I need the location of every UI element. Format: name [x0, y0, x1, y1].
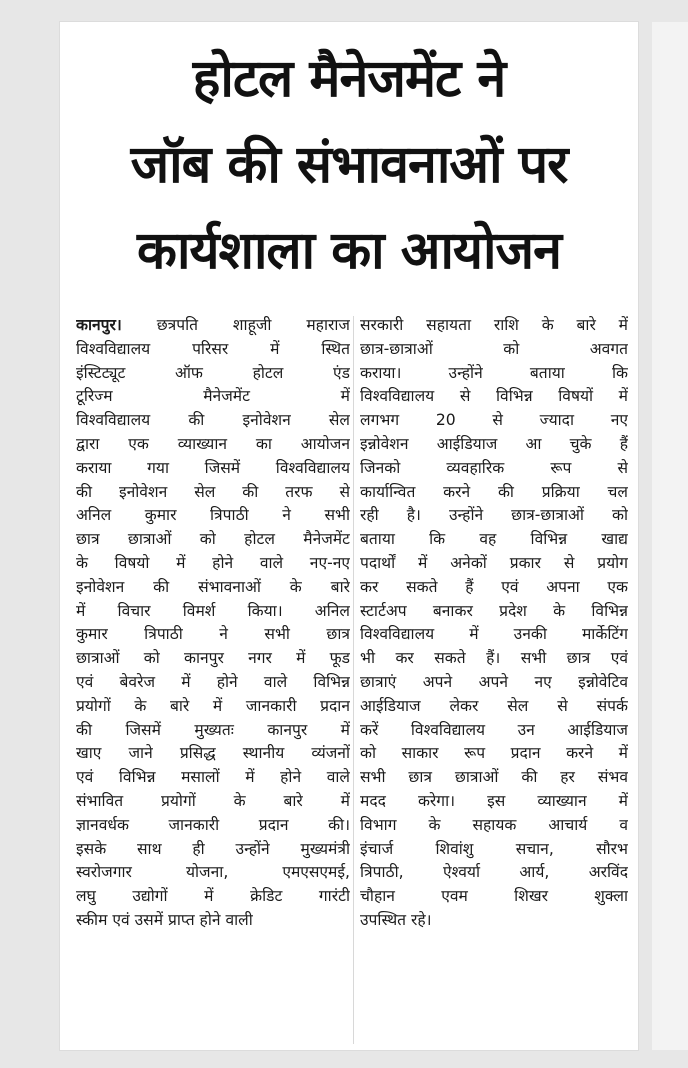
article-headline [60, 22, 638, 294]
article-line [360, 814, 628, 838]
article-line [76, 861, 350, 885]
article-line-text: छात्र छात्राओं को होटल मैनेजमेंट [76, 530, 350, 549]
article-line [76, 766, 350, 790]
article-line-text: कुमार त्रिपाठी ने सभी छात्र [76, 625, 350, 644]
article-line [360, 790, 628, 814]
article-line [76, 909, 350, 933]
article-line [76, 695, 350, 719]
article-line-text: के विषयो में होने वाले नए-नए [76, 553, 350, 572]
article-line [76, 481, 350, 505]
article-line-text: त्रिपाठी, ऐश्वर्या आर्य, अरविंद [360, 863, 628, 882]
article-line [360, 742, 628, 766]
article-line [76, 504, 350, 528]
article-line-text: कराया। उन्होंने बताया कि [360, 363, 628, 382]
article-line-text: ज्ञानवर्धक जानकारी प्रदान की। [76, 815, 350, 834]
article-line [76, 409, 350, 433]
article-line [360, 528, 628, 552]
article-line-text: लघु उद्योगों में क्रेडिट गारंटी [76, 887, 350, 906]
article-line-text: मदद करेगा। इस व्याख्यान में [360, 791, 628, 810]
article-line [76, 838, 350, 862]
article-line-text: छात्राएं अपने अपने नए इन्नोवेटिव [360, 672, 628, 691]
article-line-text: करें विश्वविद्यालय उन आईडियाज [360, 720, 628, 739]
article-line [360, 552, 628, 576]
article-line-text: इंस्टिट्यूट ऑफ होटल एंड [76, 363, 350, 382]
article-line-text: प्रयोगों के बारे में जानकारी प्रदान [76, 696, 350, 715]
article-line-text: रही है। उन्होंने छात्र-छात्राओं को [360, 506, 628, 525]
article-line-text: संभावित प्रयोगों के बारे में [76, 791, 350, 810]
article-line [360, 909, 628, 933]
article-line-text: पदार्थों में अनेकों प्रकार से प्रयोग [360, 553, 628, 572]
article-line-text: लगभग 20 से ज्यादा नए [360, 411, 628, 430]
article-line-text: द्वारा एक व्याख्यान का आयोजन [76, 434, 350, 453]
article-line [360, 838, 628, 862]
article-line-text: बताया कि वह विभिन्न खाद्य [360, 530, 628, 549]
article-line [76, 623, 350, 647]
article-line [76, 885, 350, 909]
article-line [360, 623, 628, 647]
newspaper-clipping [60, 22, 638, 1050]
article-line [360, 861, 628, 885]
article-line-text: उपस्थित रहे। [360, 910, 432, 929]
article-line-text: की इनोवेशन सेल की तरफ से [76, 482, 350, 501]
article-line-text: विश्वविद्यालय परिसर में स्थित [76, 339, 350, 358]
article-line-text: छत्रपति शाहूजी महाराज [156, 316, 350, 334]
adjacent-page-edge [652, 22, 688, 1050]
article-line [360, 600, 628, 624]
article-line-text: खाए जाने प्रसिद्ध स्थानीय व्यंजनों [76, 744, 350, 763]
article-line-text: सरकारी सहायता राशि के बारे में [360, 316, 628, 334]
article-line-text: भी कर सकते हैं। सभी छात्र एवं [360, 649, 628, 668]
headline-line-3: कार्यशाला का आयोजन [137, 221, 561, 281]
article-line [360, 457, 628, 481]
article-line [76, 457, 350, 481]
article-line-text: इंचार्ज शिवांशु सचान, सौरभ [360, 839, 628, 858]
article-line [360, 766, 628, 790]
article-line [360, 695, 628, 719]
article-line-text: इनोवेशन की संभावनाओं के बारे [76, 577, 350, 596]
article-line [76, 719, 350, 743]
article-line [360, 671, 628, 695]
article-line-text: विश्वविद्यालय की इनोवेशन सेल [76, 411, 350, 430]
article-line-text: स्टार्टअप बनाकर प्रदेश के विभिन्न [360, 601, 628, 620]
article-line [360, 576, 628, 600]
article-line-text: कराया गया जिसमें विश्वविद्यालय [76, 458, 350, 477]
article-line-text: एवं विभिन्न मसालों में होने वाले [76, 768, 350, 787]
article-line-text: जिनको व्यवहारिक रूप से [360, 458, 628, 477]
headline-line-2: जॉब की संभावनाओं पर [130, 135, 568, 195]
headline-line-1: होटल मैनेजमेंट ने [192, 49, 506, 109]
article-line-text: विभाग के सहायक आचार्य व [360, 815, 628, 834]
article-line-text: स्वरोजगार योजना, एमएसएमई, [76, 863, 350, 882]
article-line-text: अनिल कुमार त्रिपाठी ने सभी [76, 506, 350, 525]
article-line-text: में विचार विमर्श किया। अनिल [76, 601, 350, 620]
article-line [360, 719, 628, 743]
article-line-text: विश्वविद्यालय में उनकी मार्केटिंग [360, 625, 628, 644]
article-line-text: कर सकते हैं एवं अपना एक [360, 577, 628, 596]
article-line [360, 314, 628, 338]
article-line [76, 647, 350, 671]
article-line [76, 552, 350, 576]
article-line [360, 433, 628, 457]
article-line [76, 433, 350, 457]
article-line [360, 409, 628, 433]
article-line [76, 742, 350, 766]
article-line [76, 314, 350, 338]
article-line-text: को साकार रूप प्रदान करने में [360, 744, 628, 763]
article-line-text: एवं बेवरेज में होने वाले विभिन्न [76, 672, 350, 691]
article-line [76, 600, 350, 624]
article-line-text: छात्र-छात्राओं को अवगत [360, 339, 628, 358]
article-line [76, 576, 350, 600]
article-line [76, 385, 350, 409]
article-line [360, 647, 628, 671]
article-column-left [76, 314, 350, 933]
article-line [360, 504, 628, 528]
article-line [360, 338, 628, 362]
article-line-text: छात्राओं को कानपुर नगर में फूड [76, 649, 350, 668]
article-line-text: चौहान एवम शिखर शुक्ला [360, 887, 628, 906]
article-line [76, 790, 350, 814]
article-line [76, 362, 350, 386]
article-line [76, 528, 350, 552]
article-line [76, 671, 350, 695]
article-line-text: सभी छात्र छात्राओं की हर संभव [360, 768, 628, 787]
article-line [360, 481, 628, 505]
article-line-text: टूरिज्म मैनेजमेंट में [76, 387, 350, 406]
article-line-text: आईडियाज लेकर सेल से संपर्क [360, 696, 628, 715]
article-line-text: इन्नोवेशन आईडियाज आ चुके हैं [360, 434, 628, 453]
article-line [360, 362, 628, 386]
article-line [76, 814, 350, 838]
dateline: कानपुर। [76, 316, 122, 334]
column-divider [353, 316, 354, 1044]
article-line-text: विश्वविद्यालय से विभिन्न विषयों में [360, 387, 628, 406]
article-line [360, 385, 628, 409]
article-line-text: की जिसमें मुख्यतः कानपुर में [76, 720, 350, 739]
article-line [360, 885, 628, 909]
article-line [76, 338, 350, 362]
article-line-text: स्कीम एवं उसमें प्राप्त होने वाली [76, 910, 253, 929]
article-column-right [360, 314, 628, 933]
article-line-text: कार्यान्वित करने की प्रक्रिया चल [360, 482, 628, 501]
article-line-text: इसके साथ ही उन्होंने मुख्यमंत्री [76, 839, 350, 858]
